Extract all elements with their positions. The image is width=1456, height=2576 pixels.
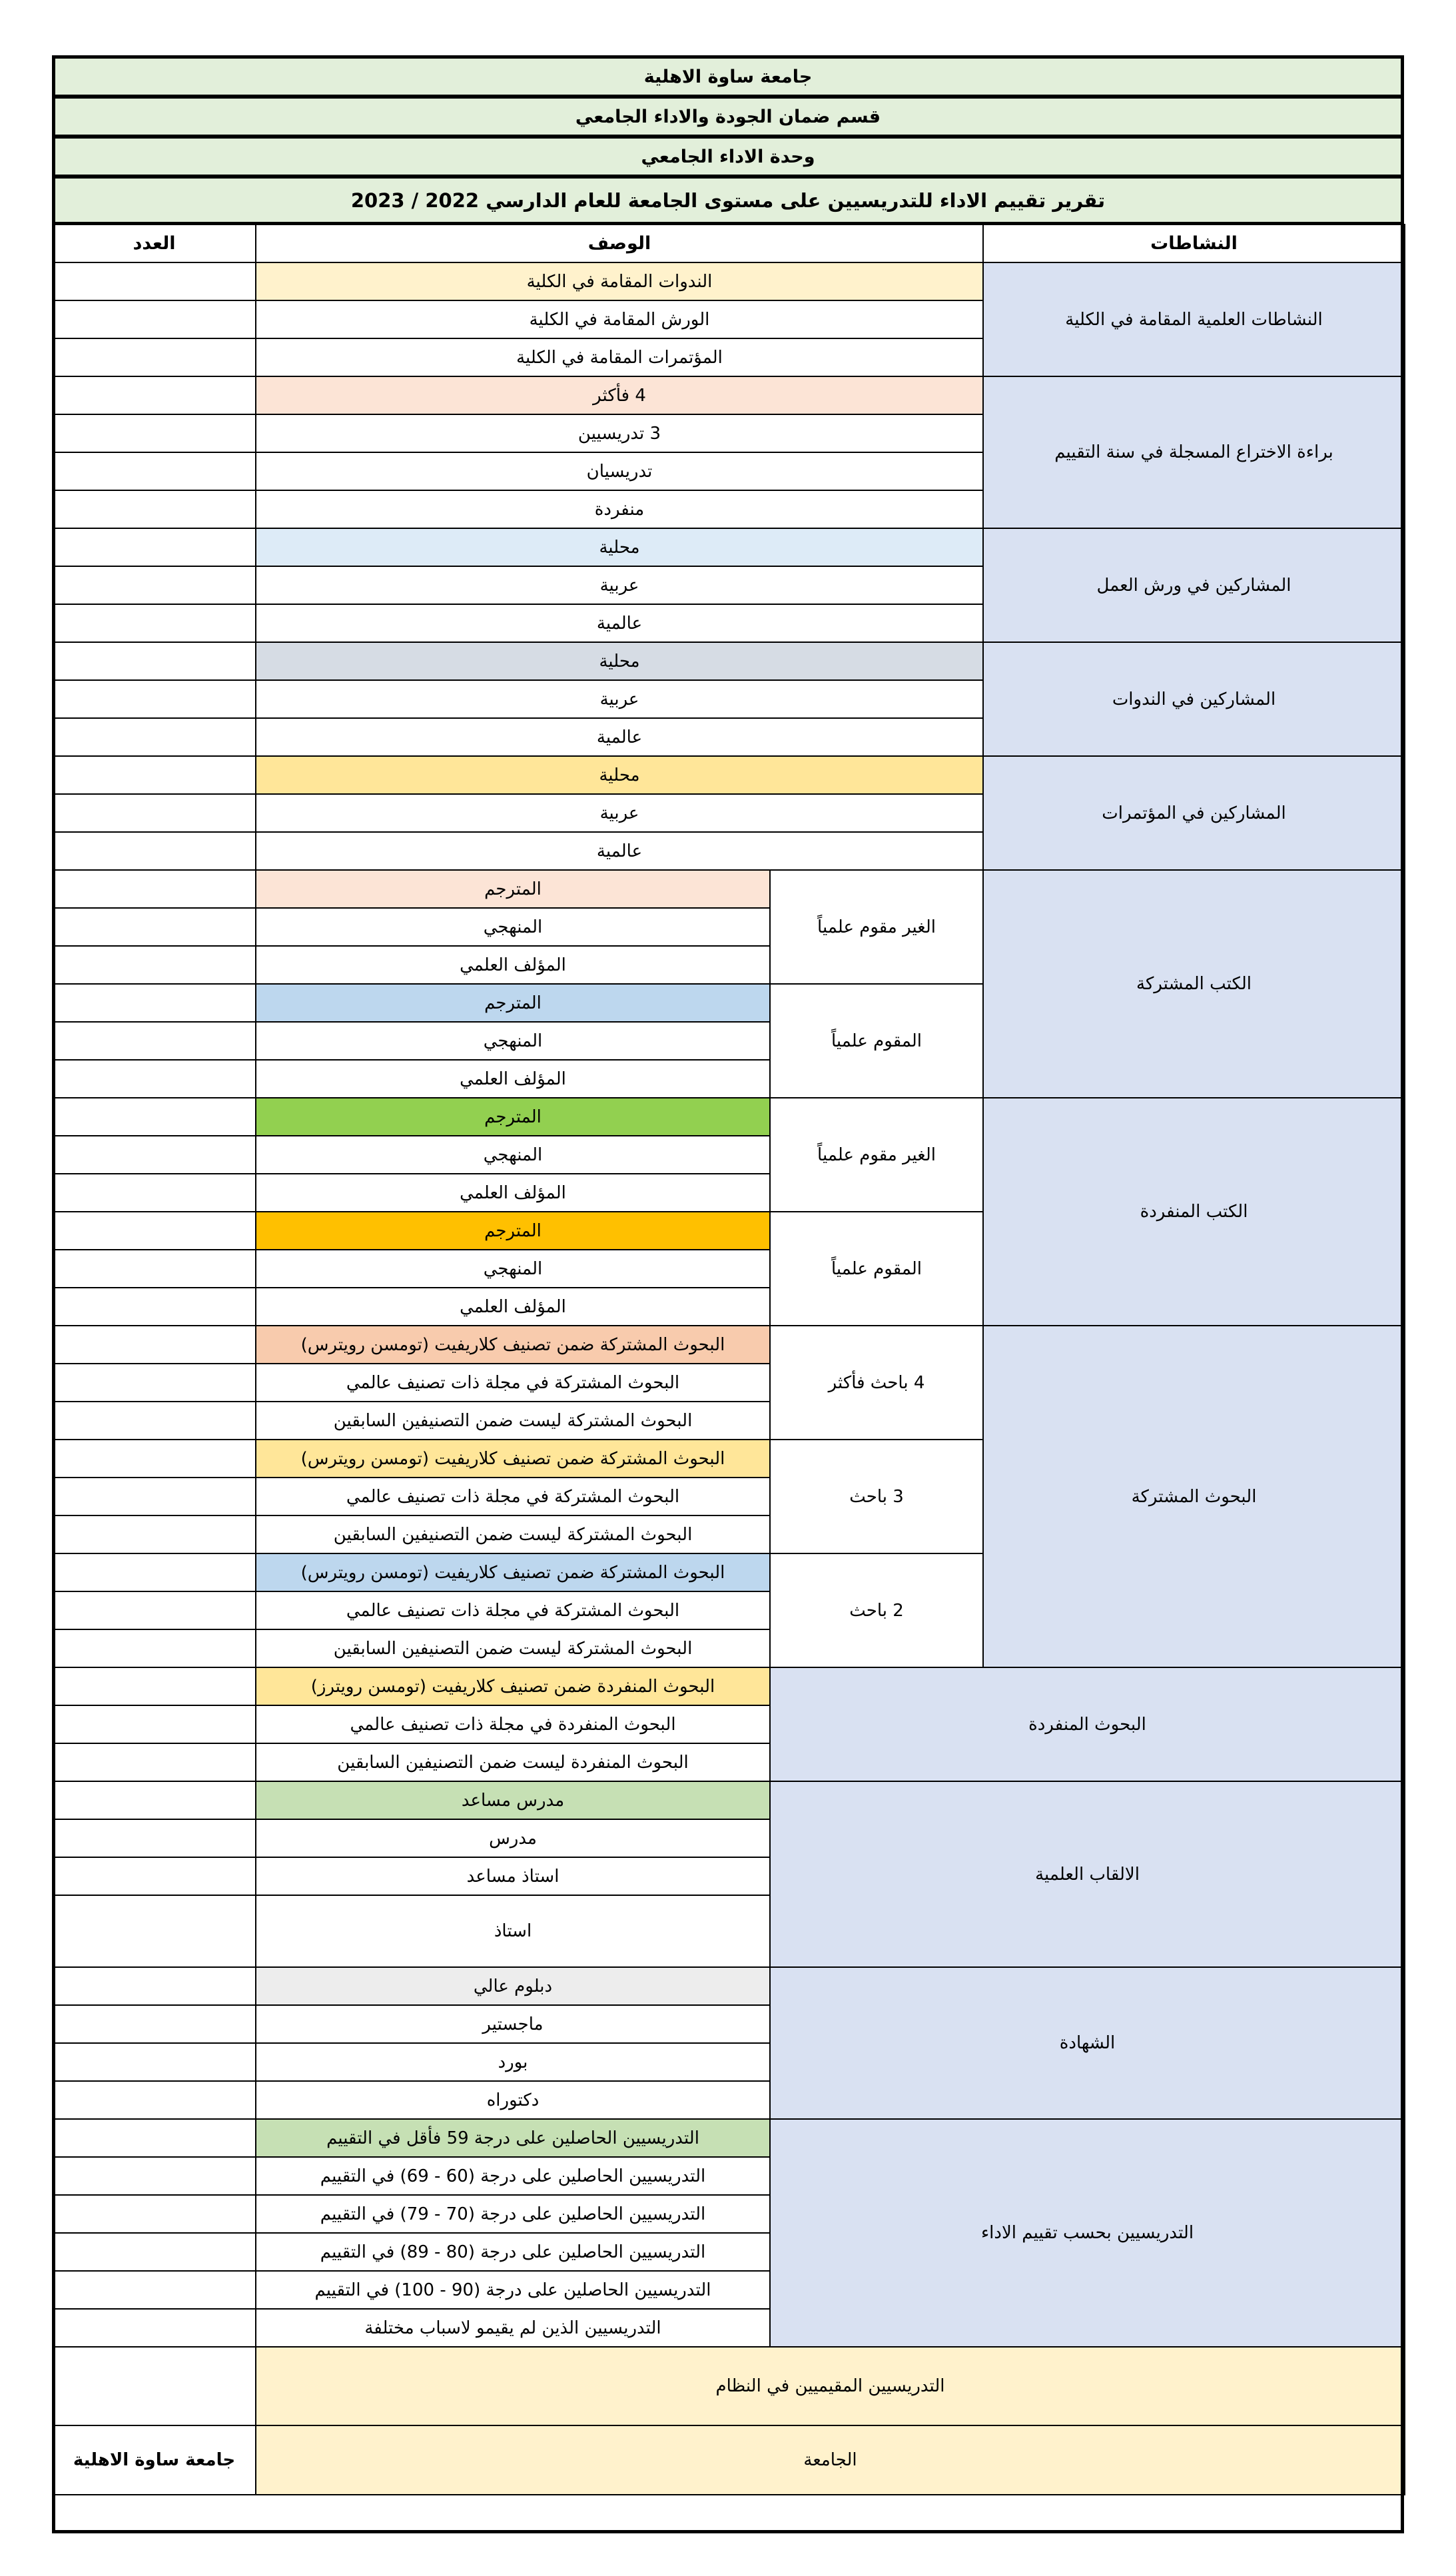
count-cell[interactable]: [53, 2309, 256, 2347]
university-label: الجامعة: [256, 2425, 1405, 2495]
description-cell: محلية: [256, 528, 983, 566]
description-cell: المؤلف العلمي: [256, 1174, 770, 1212]
description-cell: التدريسيين الحاصلين على درجة 59 فأقل في التقييم: [256, 2119, 770, 2157]
registered-count[interactable]: [53, 2347, 256, 2425]
description-cell: التدريسيين الحاصلين على درجة (90 - 100) في التقييم: [256, 2271, 770, 2309]
count-cell[interactable]: [53, 1098, 256, 1136]
count-cell[interactable]: [53, 300, 256, 338]
count-cell[interactable]: [53, 1743, 256, 1781]
description-cell: المترجم: [256, 870, 770, 908]
description-cell: البحوث المشتركة في مجلة ذات تصنيف عالمي: [256, 1591, 770, 1629]
count-cell[interactable]: [53, 946, 256, 984]
count-cell[interactable]: [53, 908, 256, 946]
university-count: جامعة ساوة الاهلية: [53, 2425, 256, 2495]
footer-registered-row: [53, 2347, 1405, 2425]
count-cell[interactable]: [53, 1060, 256, 1098]
subgroup-cell: 4 باحث فأكثر: [770, 1326, 983, 1440]
table-row: [53, 642, 1405, 680]
description-cell: التدريسيين الحاصلين على درجة (80 - 89) في التقييم: [256, 2233, 770, 2271]
count-cell[interactable]: [53, 338, 256, 376]
count-cell[interactable]: [53, 1705, 256, 1743]
description-cell: البحوث المشتركة ليست ضمن التصنيفين السابقين: [256, 1515, 770, 1553]
description-cell: التدريسيين الحاصلين على درجة (70 - 79) في التقييم: [256, 2195, 770, 2233]
activity-cell: المشاركين في المؤتمرات: [983, 756, 1405, 870]
count-cell[interactable]: [53, 1288, 256, 1326]
description-cell: البحوث المشتركة في مجلة ذات تصنيف عالمي: [256, 1364, 770, 1402]
count-cell[interactable]: [53, 870, 256, 908]
description-cell: ماجستير: [256, 2005, 770, 2043]
description-cell: محلية: [256, 642, 983, 680]
description-cell: تدريسيان: [256, 452, 983, 490]
activity-cell: براءة الاختراع المسجلة في سنة التقييم: [983, 376, 1405, 528]
activity-cell: الكتب المنفردة: [983, 1098, 1405, 1326]
count-cell[interactable]: [53, 794, 256, 832]
subgroup-cell: المقوم علمياً: [770, 984, 983, 1098]
activity-cell: الكتب المشتركة: [983, 870, 1405, 1098]
count-cell[interactable]: [53, 642, 256, 680]
activity-cell: النشاطات العلمية المقامة في الكلية: [983, 262, 1405, 376]
subgroup-cell: الغير مقوم علمياً: [770, 1098, 983, 1212]
count-cell[interactable]: [53, 452, 256, 490]
description-cell: المؤلف العلمي: [256, 1060, 770, 1098]
count-cell[interactable]: [53, 2081, 256, 2119]
university-title: جامعة ساوة الاهلية: [52, 55, 1404, 98]
description-cell: 4 فأكثر: [256, 376, 983, 414]
count-cell[interactable]: [53, 1819, 256, 1857]
count-cell[interactable]: [53, 566, 256, 604]
subgroup-cell: 3 باحث: [770, 1440, 983, 1553]
description-cell: عالمية: [256, 832, 983, 870]
description-cell: الورش المقامة في الكلية: [256, 300, 983, 338]
count-cell[interactable]: [53, 1591, 256, 1629]
activity-cell: التدريسيين بحسب تقييم الاداء: [770, 2119, 1405, 2347]
description-cell: محلية: [256, 756, 983, 794]
count-cell[interactable]: [53, 1250, 256, 1288]
evaluation-table: [52, 224, 1405, 2495]
description-cell: المترجم: [256, 1212, 770, 1250]
count-cell[interactable]: [53, 1022, 256, 1060]
subgroup-cell: 2 باحث: [770, 1553, 983, 1667]
count-cell[interactable]: [53, 718, 256, 756]
count-cell[interactable]: [53, 1895, 256, 1967]
table-row: [53, 376, 1405, 414]
header-count: العدد: [53, 224, 256, 262]
description-cell: البحوث المنفردة في مجلة ذات تصنيف عالمي: [256, 1705, 770, 1743]
activity-cell: البحوث المشتركة: [983, 1326, 1405, 1667]
table-row: [53, 528, 1405, 566]
description-cell: المنهجي: [256, 1022, 770, 1060]
count-cell[interactable]: [53, 1440, 256, 1478]
header-activities: النشاطات: [983, 224, 1405, 262]
description-cell: المؤلف العلمي: [256, 946, 770, 984]
table-row: [53, 1326, 1405, 1364]
table-row: [53, 870, 1405, 908]
description-cell: المنهجي: [256, 1136, 770, 1174]
count-cell[interactable]: [53, 528, 256, 566]
header-description: الوصف: [256, 224, 983, 262]
description-cell: البحوث المشتركة في مجلة ذات تصنيف عالمي: [256, 1478, 770, 1515]
description-cell: البحوث المشتركة ضمن تصنيف كلاريفيت (تومسن رويترس): [256, 1440, 770, 1478]
count-cell[interactable]: [53, 984, 256, 1022]
count-cell[interactable]: [53, 1667, 256, 1705]
description-cell: المؤلف العلمي: [256, 1288, 770, 1326]
description-cell: دكتوراه: [256, 2081, 770, 2119]
activity-cell: المشاركين في ورش العمل: [983, 528, 1405, 642]
table-header-row: [53, 224, 1405, 262]
description-cell: المترجم: [256, 1098, 770, 1136]
count-cell[interactable]: [53, 2195, 256, 2233]
description-cell: البحوث المشتركة ليست ضمن التصنيفين السابقين: [256, 1402, 770, 1440]
description-cell: التدريسيين الذين لم يقيمو لاسباب مختلفة: [256, 2309, 770, 2347]
description-cell: الندوات المقامة في الكلية: [256, 262, 983, 300]
count-cell[interactable]: [53, 2157, 256, 2195]
description-cell: عربية: [256, 794, 983, 832]
description-cell: مدرس: [256, 1819, 770, 1857]
table-row: [53, 1967, 1405, 2005]
table-row: [53, 1667, 1405, 1705]
description-cell: المنهجي: [256, 1250, 770, 1288]
count-cell[interactable]: [53, 1174, 256, 1212]
description-cell: عالمية: [256, 604, 983, 642]
report-title: تقرير تقييم الاداء للتدريسيين على مستوى الجامعة للعام الدارسي 2022 / 2023: [52, 175, 1404, 225]
description-cell: مدرس مساعد: [256, 1781, 770, 1819]
count-cell[interactable]: [53, 2233, 256, 2271]
description-cell: البحوث المشتركة ضمن تصنيف كلاريفيت (تومسن رويترس): [256, 1553, 770, 1591]
activity-cell: الشهادة: [770, 1967, 1405, 2119]
description-cell: عربية: [256, 566, 983, 604]
count-cell[interactable]: [53, 1781, 256, 1819]
count-cell[interactable]: [53, 1364, 256, 1402]
activity-cell: البحوث المنفردة: [770, 1667, 1405, 1781]
count-cell[interactable]: [53, 414, 256, 452]
description-cell: المنهجي: [256, 908, 770, 946]
count-cell[interactable]: [53, 2005, 256, 2043]
description-cell: استاذ مساعد: [256, 1857, 770, 1895]
table-row: [53, 2119, 1405, 2157]
table-row: [53, 1781, 1405, 1819]
description-cell: استاذ: [256, 1895, 770, 1967]
count-cell[interactable]: [53, 1136, 256, 1174]
count-cell[interactable]: [53, 2119, 256, 2157]
count-cell[interactable]: [53, 1515, 256, 1553]
table-row: [53, 756, 1405, 794]
description-cell: بورد: [256, 2043, 770, 2081]
description-cell: منفردة: [256, 490, 983, 528]
activity-cell: الالقاب العلمية: [770, 1781, 1405, 1967]
unit-title: وحدة الاداء الجامعي: [52, 135, 1404, 178]
footer-university-row: [53, 2425, 1405, 2495]
count-cell[interactable]: [53, 1478, 256, 1515]
report-sheet: [52, 55, 1404, 2533]
department-title: قسم ضمان الجودة والاداء الجامعي: [52, 95, 1404, 138]
count-cell[interactable]: [53, 1629, 256, 1667]
count-cell[interactable]: [53, 376, 256, 414]
count-cell[interactable]: [53, 262, 256, 300]
count-cell[interactable]: [53, 1212, 256, 1250]
description-cell: البحوث المشتركة ليست ضمن التصنيفين السابقين: [256, 1629, 770, 1667]
count-cell[interactable]: [53, 680, 256, 718]
description-cell: المترجم: [256, 984, 770, 1022]
description-cell: دبلوم عالي: [256, 1967, 770, 2005]
count-cell[interactable]: [53, 1326, 256, 1364]
subgroup-cell: المقوم علمياً: [770, 1212, 983, 1326]
count-cell[interactable]: [53, 756, 256, 794]
count-cell[interactable]: [53, 2271, 256, 2309]
count-cell[interactable]: [53, 2043, 256, 2081]
description-cell: البحوث المشتركة ضمن تصنيف كلاريفيت (تومسن رويترس): [256, 1326, 770, 1364]
subgroup-cell: الغير مقوم علمياً: [770, 870, 983, 984]
description-cell: 3 تدريسيين: [256, 414, 983, 452]
description-cell: عربية: [256, 680, 983, 718]
count-cell[interactable]: [53, 1402, 256, 1440]
count-cell[interactable]: [53, 1857, 256, 1895]
description-cell: المؤتمرات المقامة في الكلية: [256, 338, 983, 376]
description-cell: البحوث المنفردة ليست ضمن التصنيفين السابقين: [256, 1743, 770, 1781]
description-cell: عالمية: [256, 718, 983, 756]
registered-label: التدريسيين المقيميين في النظام: [256, 2347, 1405, 2425]
table-row: [53, 1098, 1405, 1136]
count-cell[interactable]: [53, 1967, 256, 2005]
description-cell: البحوث المنفردة ضمن تصنيف كلاريفيت (تومسن رويترز): [256, 1667, 770, 1705]
description-cell: التدريسيين الحاصلين على درجة (60 - 69) في التقييم: [256, 2157, 770, 2195]
count-cell[interactable]: [53, 490, 256, 528]
table-row: [53, 262, 1405, 300]
activity-cell: المشاركين في الندوات: [983, 642, 1405, 756]
count-cell[interactable]: [53, 832, 256, 870]
count-cell[interactable]: [53, 1553, 256, 1591]
count-cell[interactable]: [53, 604, 256, 642]
